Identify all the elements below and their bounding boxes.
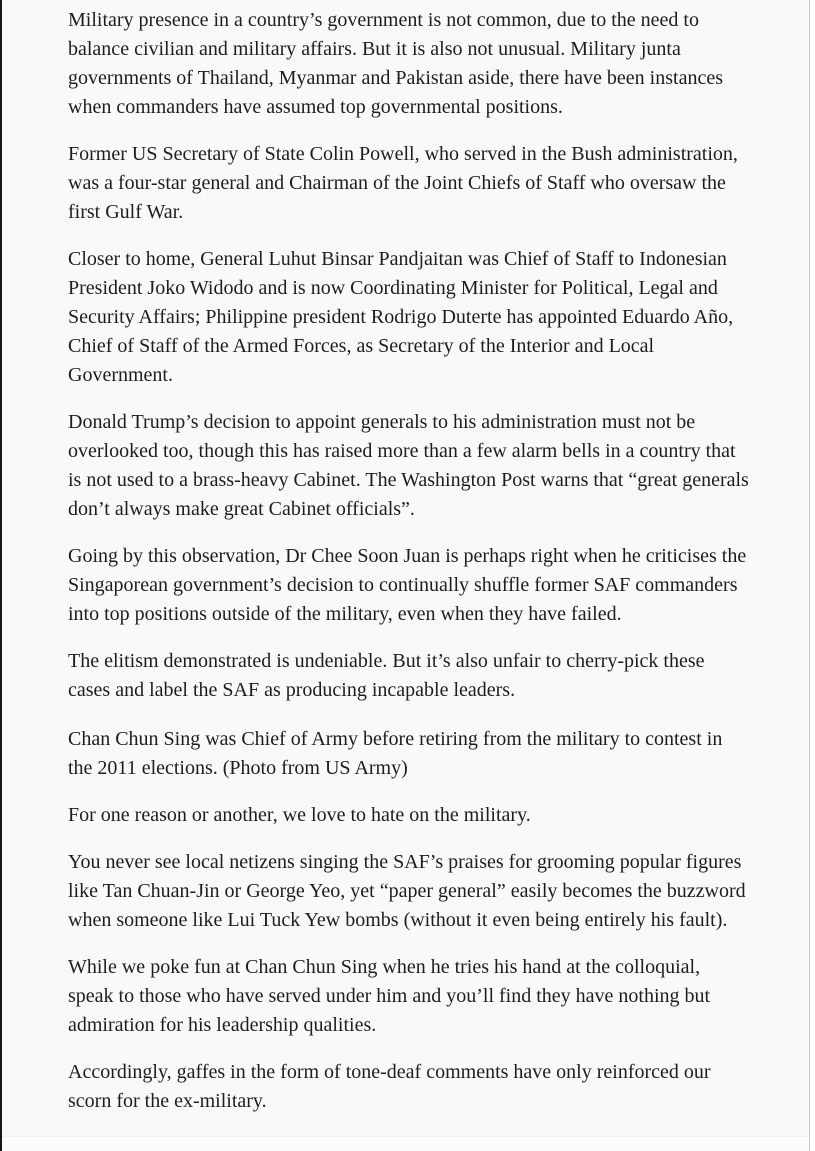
article-paragraph: Military presence in a country’s government is not common, due to the need to balance civilian and military affairs. But it is also not unusual. Military junta governments of Thailand, Myanmar and Pakistan aside, there have been instances when commanders have assumed top governmental positions. [68, 9, 723, 118]
article-paragraph: Former US Secretary of State Colin Powell, who served in the Bush administration, was a four-star general and Chairman of the Joint Chiefs of Staff who oversaw the first Gulf War. [68, 143, 738, 223]
article-paragraph: The elitism demonstrated is undeniable. But it’s also unfair to cherry-pick these cases and label the SAF as producing incapable leaders. [68, 650, 705, 701]
article-paragraph: While we poke fun at Chan Chun Sing when he tries his hand at the colloquial, speak to those who have served under him and you’ll find they have nothing but admiration for his leadership qualities. [68, 956, 711, 1036]
article-paragraph: For one reason or another, we love to hate on the military. [68, 804, 531, 826]
article-paragraph: Closer to home, General Luhut Binsar Pandjaitan was Chief of Staff to Indonesian President Joko Widodo and is now Coordinating Minister for Political, Legal and Security Affairs; Philippine president Rodrigo Duterte has appointed Eduardo Año, Chief of Staff of the Armed Forces, as Secretary of the Interior and Local Government. [68, 248, 734, 386]
window-left-edge [0, 0, 2, 1151]
article-body [68, 0, 750, 1116]
scrollbar-track[interactable] [810, 0, 815, 1151]
article-paragraph: You never see local netizens singing the SAF’s praises for grooming popular figures like Tan Chuan-Jin or George Yeo, yet “paper general” easily becomes the buzzword when someone like Lui Tuck Yew bombs (without it even being entirely his fault). [68, 851, 746, 931]
article-paragraph: Accordingly, gaffes in the form of tone-deaf comments have only reinforced our scorn for the ex-military. [68, 1061, 711, 1112]
page-bottom-strip [2, 1136, 809, 1151]
article-paragraph: Going by this observation, Dr Chee Soon Juan is perhaps right when he criticises the Singaporean government’s decision to continually shuffle former SAF commanders into top positions outside of the military, even when they have failed. [68, 545, 747, 625]
article-paragraph: Donald Trump’s decision to appoint generals to his administration must not be overlooked too, though this has raised more than a few alarm bells in a country that is not used to a brass-heavy Cabinet. The Washington Post warns that “great generals don’t always make great Cabinet officials”. [68, 411, 749, 520]
photo-caption: Chan Chun Sing was Chief of Army before retiring from the military to contest in the 2011 elections. (Photo from US Army) [68, 728, 723, 779]
